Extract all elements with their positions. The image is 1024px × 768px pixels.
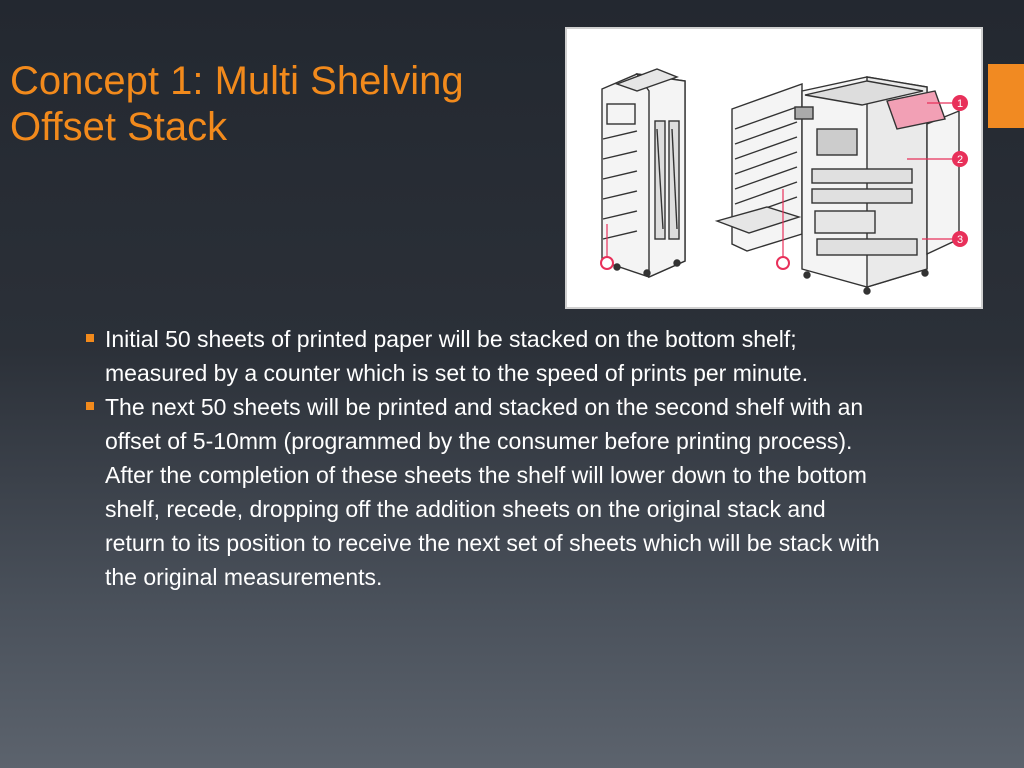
bullet-text-2: The next 50 sheets will be printed and stacked on the second shelf with an offset of 5-10mm (programmed by the consumer before printing process). After the completion of these sheets the shelf will lower down to the bottom shelf, recede, dropping off the addition sheets on the original stack and return to its position to receive the next set of sheets which will be stack with the original measurements. — [105, 394, 880, 590]
callout-2: 2 — [956, 154, 964, 166]
bullet-item-2 — [84, 390, 884, 594]
printer-with-stacker — [717, 77, 959, 294]
printer-stacker-illustration — [565, 27, 983, 309]
title-line-2: Offset Stack — [10, 105, 228, 149]
bullet-item-1 — [84, 322, 884, 390]
bullet-marker — [86, 334, 94, 342]
bullet-list — [84, 322, 884, 594]
bullet-marker — [86, 402, 94, 410]
bullet-text-1: Initial 50 sheets of printed paper will be stacked on the bottom shelf; measured by a counter which is set to the speed of prints per minute. — [105, 326, 809, 386]
accent-tab — [988, 64, 1024, 128]
left-stacker-unit — [602, 69, 685, 277]
printer-diagram — [567, 29, 981, 307]
title-line-1: Concept 1: Multi Shelving — [10, 59, 464, 103]
slide-title — [10, 58, 550, 150]
callout-3: 3 — [956, 234, 964, 246]
callout-1: 1 — [956, 98, 964, 110]
